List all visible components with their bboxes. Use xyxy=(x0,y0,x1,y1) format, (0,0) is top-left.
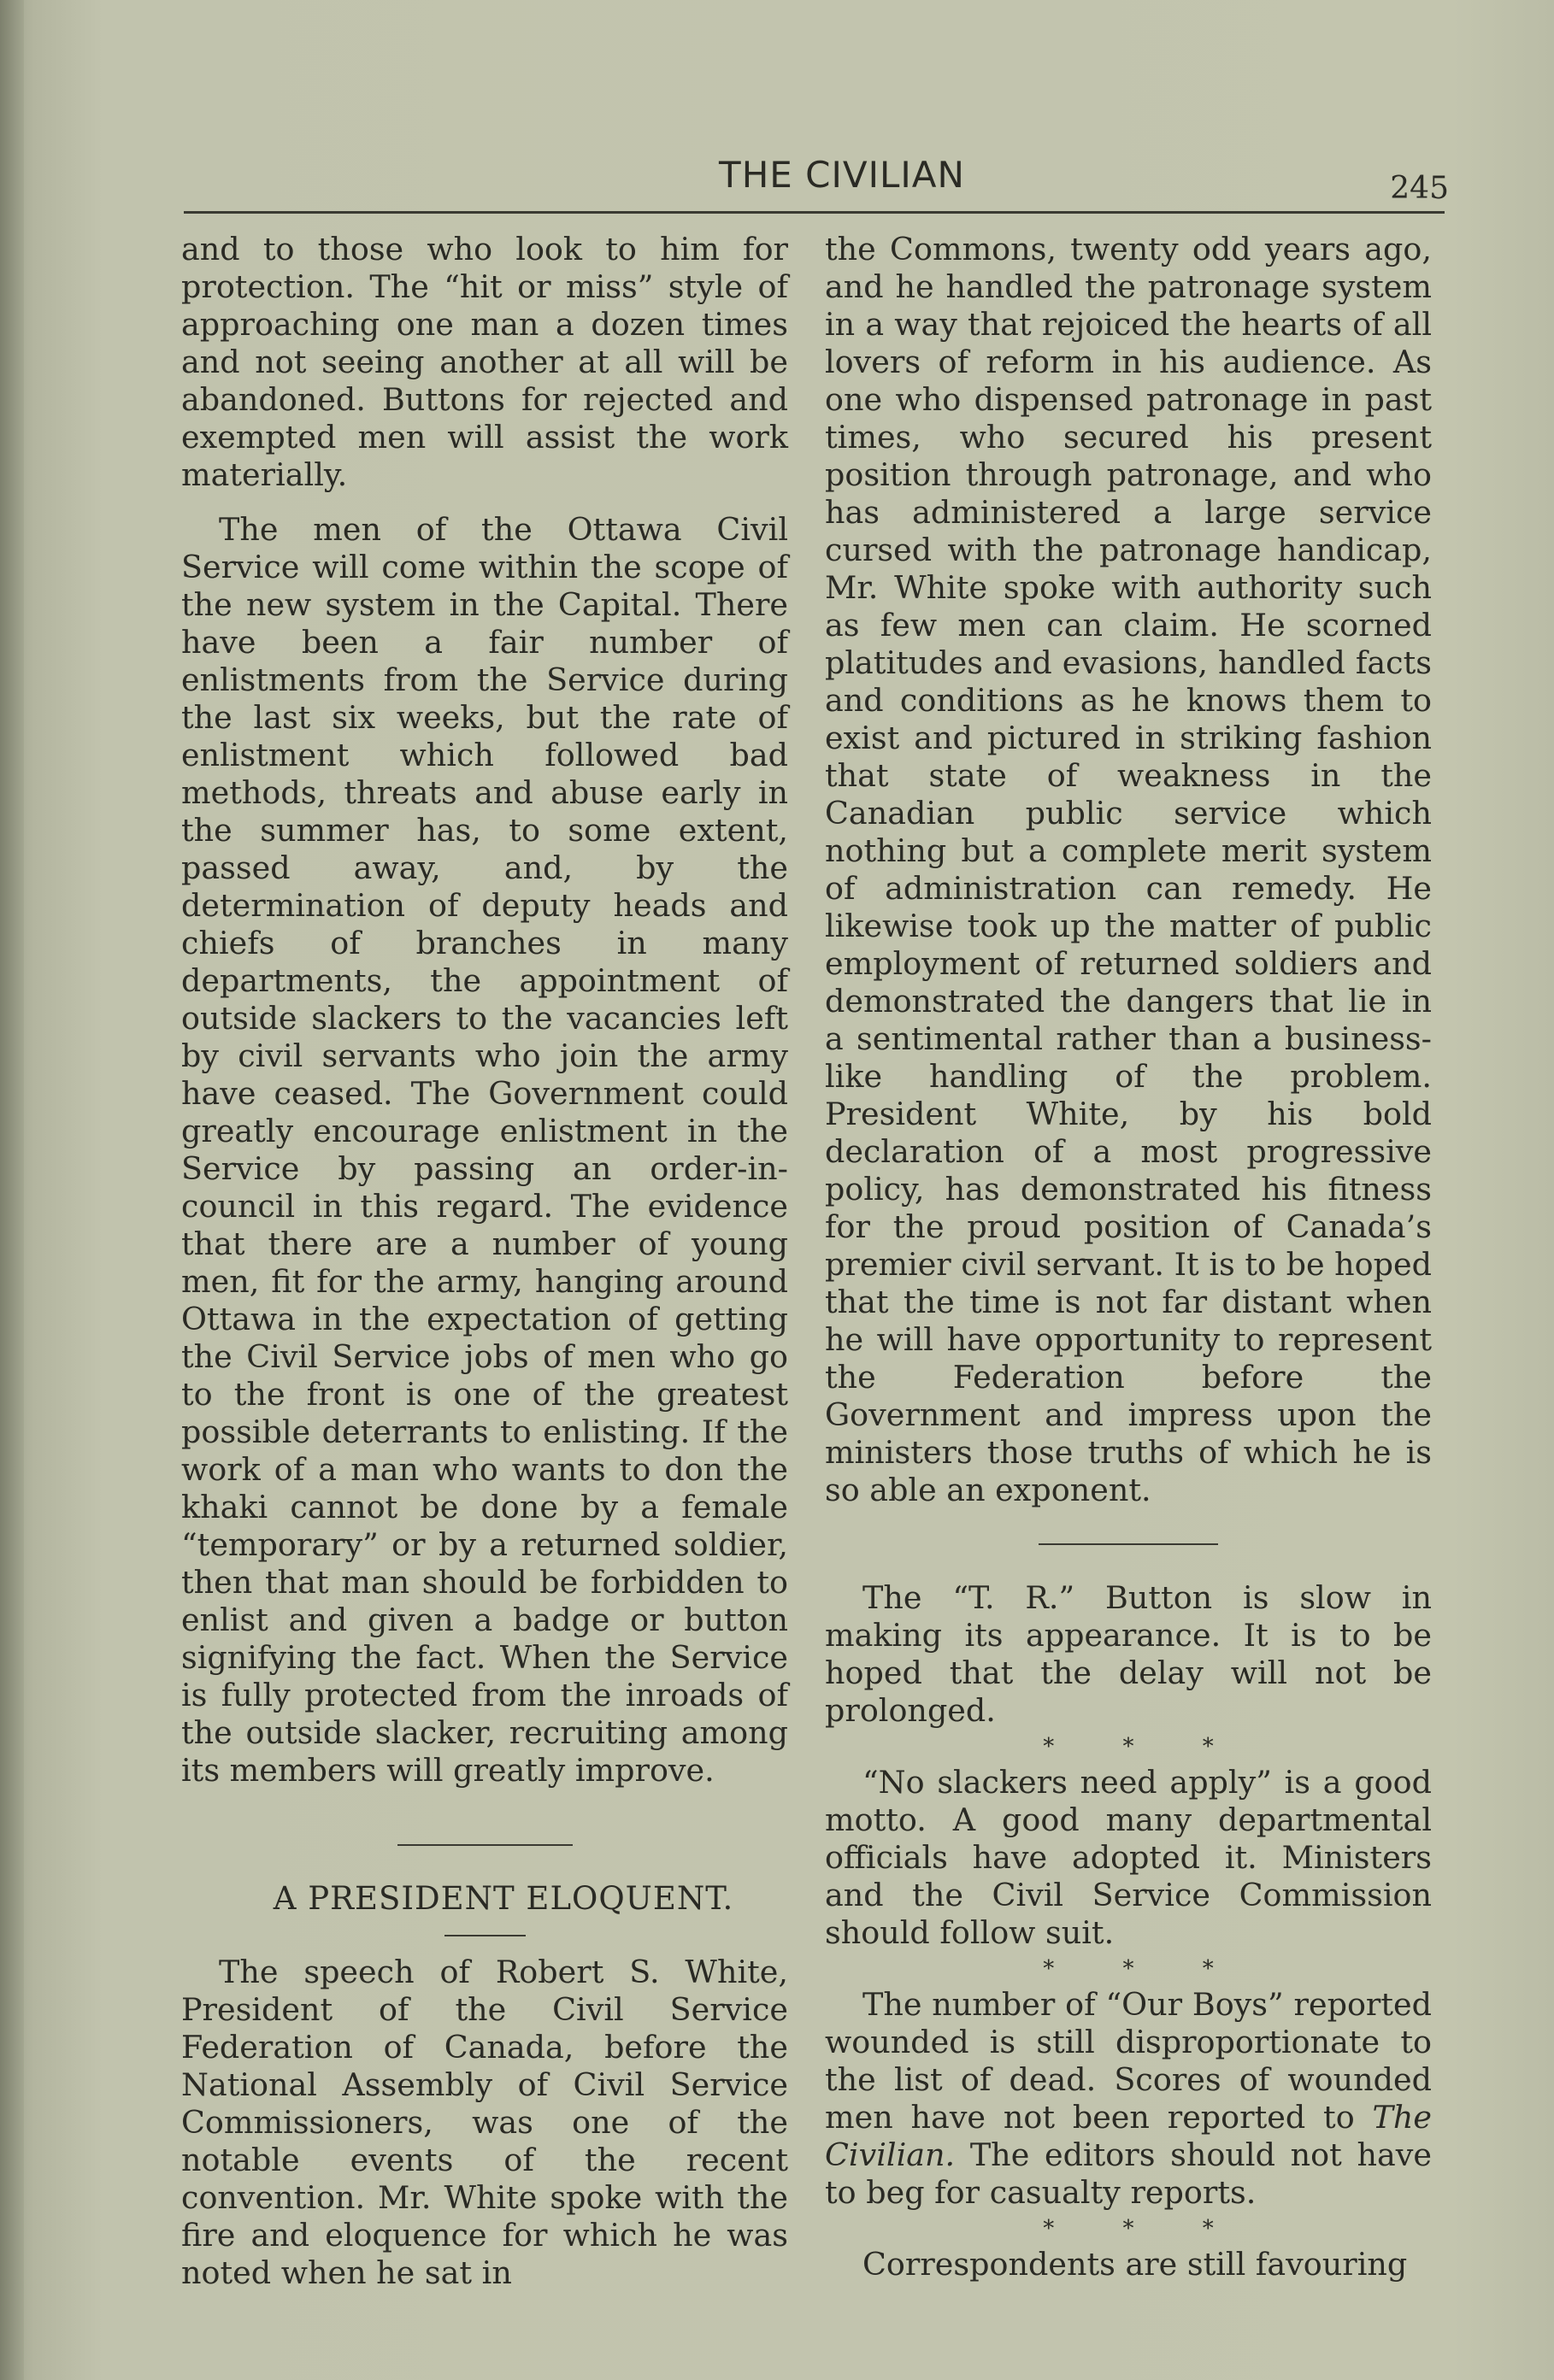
paragraph xyxy=(825,1986,1432,2212)
paragraph: the Commons, twenty odd years ago, and he handled the patronage system in a way that rejoiced the hearts of all lovers of reform in his audience. As one who dispensed patronage in past times, who secured his present position through patronage, and who has administered a large service cursed with the patronage handicap, Mr. White spoke with authority such as few men can claim. He scorned platitudes and evasions, handled facts and conditions as he knows them to exist and pictured in striking fashion that state of weakness in the Canadian public service which nothing but a complete merit system of administration can remedy. He likewise took up the matter of public employment of returned soldiers and demonstrated the dangers that lie in a sentimental rather than a business-like handling of the problem. President White, by his bold declaration of a most progressive policy, has demonstrated his fitness for the proud position of Canada’s premier civil servant. It is to be hoped that the time is not far distant when he will have opportunity to represent the Federation before the Government and impress upon the ministers those truths of which he is so able an exponent. xyxy=(825,231,1432,1508)
publication-title: The Civilian. xyxy=(825,2099,1432,2173)
book-spine-shadow xyxy=(0,0,24,2380)
paragraph: The men of the Ottawa Civil Service will come within the scope of the new system in the Capital. There have been a fair number of enlistments from the Service during the last six weeks, but the rate of enlistment which followed bad methods, threats and abuse early in the summer has, to some extent, passed away, and, by the determination of deputy heads and chiefs of branches in many departments, the appointment of outside slackers to the vacancies left by civil servants who join the army have ceased. The Government could greatly encourage enlistment in the Service by passing an order-in-council in this regard. The evidence that there are a number of young men, fit for the army, hanging around Ottawa in the expectation of getting the Civil Service jobs of men who go to the front is one of the greatest possible deterrants to enlisting. If the work of a man who wants to don the khaki cannot be done by a female “temporary” or by a returned soldier, then that man should be forbidden to enlist and given a badge or button signifying the fact. When the Service is fully protected from the inroads of the outside slacker, recruiting among its members will greatly improve. xyxy=(181,511,788,1789)
section-separator-stars: * * * xyxy=(1043,1956,1245,1982)
paragraph: and to those who look to him for protection. The “hit or miss” style of approaching one man a dozen times and not seeing another at all will be abandoned. Buttons for rejected and exempted men will assist the work materially. xyxy=(181,231,788,493)
running-head: THE CIVILIAN xyxy=(719,154,965,196)
paragraph: The speech of Robert S. White, President of the Civil Service Federation of Canada, before the National Assembly of Civil Service Commissioners, was one of the notable events of the recent convention. Mr. White spoke with the fire and eloquence for which he was noted when he sat in xyxy=(181,1954,788,2291)
right-column xyxy=(825,231,1432,2283)
paragraph-text: The number of “Our Boys” reported wounded is still disproportionate to the list of dead. Scores of wounded men have not been reported to xyxy=(825,1986,1432,2136)
section-separator-stars: * * * xyxy=(1043,1734,1245,1760)
paragraph: Correspondents are still favouring xyxy=(862,2246,1408,2283)
page-header xyxy=(184,154,1449,214)
header-rule xyxy=(184,211,1445,214)
page-number: 245 xyxy=(1390,171,1449,206)
left-column xyxy=(181,231,788,2292)
section-heading: A PRESIDENT ELOQUENT. xyxy=(273,1880,734,1917)
paragraph-text: The editors should not have to beg for casualty reports. xyxy=(825,2136,1432,2211)
section-separator-stars: * * * xyxy=(1043,2216,1245,2242)
paragraph: The “T. R.” Button is slow in making its appearance. It is to be hoped that the delay will not be prolonged. xyxy=(825,1579,1432,1729)
paragraph: “No slackers need apply” is a good motto. A good many departmental officials have adopted it. Ministers and the Civil Service Commission should follow suit. xyxy=(825,1764,1432,1951)
